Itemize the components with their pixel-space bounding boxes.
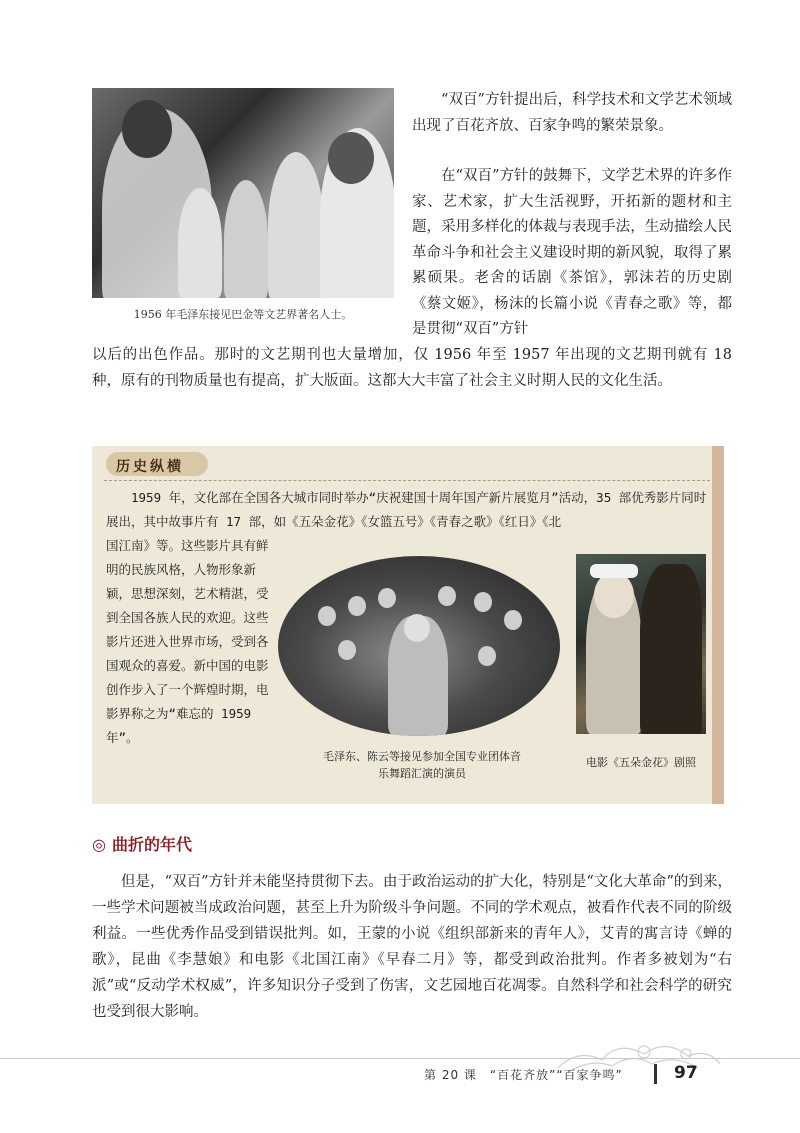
photo-five-golden-flowers-still (576, 554, 706, 734)
box-text-left-column: 国江南》等。这些影片具有鲜明的民族风格，人物形象新颖，思想深刻，艺术精湛，受到全国各族人民的欢迎。这些影片还进入世界市场，受到各国观众的喜爱。新中国的电影创作步入了一个辉煌时期，电影界称之为“难忘的 1959 年”。 (106, 538, 269, 745)
section-bullet-icon: ◎ (92, 835, 106, 854)
right-photo-caption: 电影《五朵金花》剧照 (586, 756, 696, 769)
section-title: 曲折的年代 (111, 835, 192, 854)
section-heading (92, 832, 192, 855)
page-number: 97 (674, 1063, 698, 1083)
top-photo-caption: 1956 年毛泽东接见巴金等文艺界著名人士。 (133, 308, 353, 321)
intro-paragraph-1: “双百”方针提出后，科学技术和文学艺术领域出现了百花齐放、百家争鸣的繁荣景象。 (412, 92, 732, 134)
intro-paragraph-2-continued: 以后的出色作品。那时的文艺期刊也大量增加，仅 1956 年至 1957 年出现的文艺期刊就有 18 种，原有的刊物质量也有提高，扩大版面。这都大大丰富了社会主义时期人民的文化生活。 (92, 347, 732, 389)
footer-separator (654, 1064, 657, 1084)
history-sidebar-box (92, 446, 724, 804)
oval-photo-caption: 毛泽东、陈云等接见参加全国专业团体音乐舞蹈汇演的演员 (323, 750, 521, 780)
section-body: 但是，“双百”方针并未能坚持贯彻下去。由于政治运动的扩大化，特别是“文化大革命”的到来，一些学术问题被当成政治问题，甚至上升为阶级斗争问题。不同的学术观点，被看作代表不同的阶级利益。一些优秀作品受到错误批判。如，王蒙的小说《组织部新来的青年人》，艾青的寓言诗《蝉的歌》，昆曲《李慧娘》和电影《北国江南》《早春二月》等，都受到政治批判。作者多被划为“右派”或“反动学术权威”，许多知识分子受到了伤害，文艺园地百花凋零。自然科学和社会科学的研究也受到很大影响。 (92, 874, 732, 1020)
photo-mao-meets-bajin (92, 88, 394, 298)
box-text-top: 1959 年，文化部在全国各大城市同时举办“庆祝建国十周年国产新片展览月”活动，35 部优秀影片同时展出，其中故事片有 17 部，如《五朵金花》《女篮五号》《青春之歌》《红日》《北 (106, 490, 707, 529)
footer-lesson-title: 第 20 课 “百花齐放”“百家争鸣” (424, 1068, 623, 1082)
box-title: 历史纵横 (116, 459, 184, 475)
footer-rule (0, 1058, 800, 1059)
intro-paragraph-2: 在“双百”方针的鼓舞下，文学艺术界的许多作家、艺术家，扩大生活视野，开拓新的题材和主题，采用多样化的体裁与表现手法，生动描绘人民革命斗争和社会主义建设时期的新风貌，取得了累累硕果。老舍的话剧《茶馆》，郭沫若的历史剧《蔡文姬》，杨沫的长篇小说《青春之歌》等，都是贯彻“双百”方针 (412, 168, 732, 337)
box-decorative-strip (712, 446, 724, 804)
box-divider (104, 480, 710, 481)
photo-performers-reception (278, 556, 560, 736)
